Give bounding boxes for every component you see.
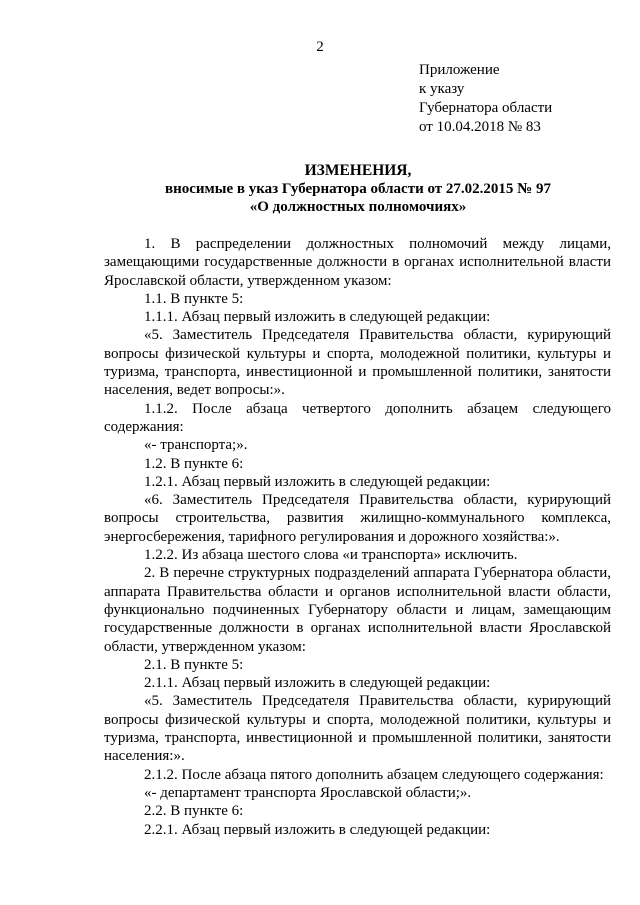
paragraph: «5. Заместитель Председателя Правительства области, курирующий вопросы физической культуры и спорта, молодежной политики, культуры и туризма, транспорта, инвестиционной и промышленной политики, занятости населения, ведет вопросы:». [104, 327, 611, 399]
paragraph: 2.2. В пункте 6: [144, 803, 244, 820]
paragraph: 2.2.1. Абзац первый изложить в следующей редакции: [144, 821, 491, 838]
title-subtitle: вносимые в указ Губернатора области от 27.02.2015 № 97 [165, 181, 551, 197]
paragraph: 1.1.2. После абзаца четвертого дополнить абзацем следующего содержания: [104, 400, 611, 435]
paragraph: 1. В распределении должностных полномочий между лицами, замещающими государственные должности в органах исполнительной власти Ярославской области, утвержденном указом: [104, 236, 611, 289]
paragraph: «- департамент транспорта Ярославской области;». [144, 784, 472, 801]
paragraph: «- транспорта;». [144, 437, 248, 454]
paragraph: 1.1. В пункте 5: [144, 290, 244, 307]
paragraph: 1.2.1. Абзац первый изложить в следующей редакции: [144, 473, 491, 490]
page-number: 2 [316, 39, 324, 55]
appendix-line: к указу [419, 81, 465, 97]
paragraph: 2. В перечне структурных подразделений аппарата Губернатора области, аппарата Правительства области и органов исполнительной власти области, функционально подчиненных Губернатору области и лицам, замещающим государственные должности в органах исполнительной власти Ярославской области, утвержденном указом: [104, 565, 611, 655]
document-body [104, 235, 611, 839]
appendix-block [419, 61, 629, 137]
paragraph: 1.2.2. Из абзаца шестого слова «и транспорта» исключить. [144, 547, 518, 564]
paragraph: «5. Заместитель Председателя Правительства области, курирующий вопросы физической культуры и спорта, молодежной политики, культуры и туризма, транспорта, инвестиционной и промышленной политики, занятости населения:». [104, 693, 611, 765]
title-heading: ИЗМЕНЕНИЯ, [304, 162, 412, 179]
paragraph: 2.1.1. Абзац первый изложить в следующей редакции: [144, 675, 491, 692]
paragraph: 2.1. В пункте 5: [144, 656, 244, 673]
paragraph: 2.1.2. После абзаца пятого дополнить абзацем следующего содержания: [144, 766, 604, 783]
appendix-line: Приложение [419, 62, 500, 78]
paragraph: «6. Заместитель Председателя Правительства области, курирующий вопросы строительства, развития жилищно-коммунального комплекса, энергосбережения, тарифного регулирования и дорожного хозяйства:». [104, 492, 611, 545]
paragraph: 1.2. В пункте 6: [144, 455, 244, 472]
document-title [100, 162, 616, 216]
appendix-line: Губернатора области [419, 100, 553, 116]
appendix-line: от 10.04.2018 № 83 [419, 119, 541, 135]
title-decree-name: «О должностных полномочиях» [249, 199, 467, 215]
paragraph: 1.1.1. Абзац первый изложить в следующей редакции: [144, 309, 491, 326]
